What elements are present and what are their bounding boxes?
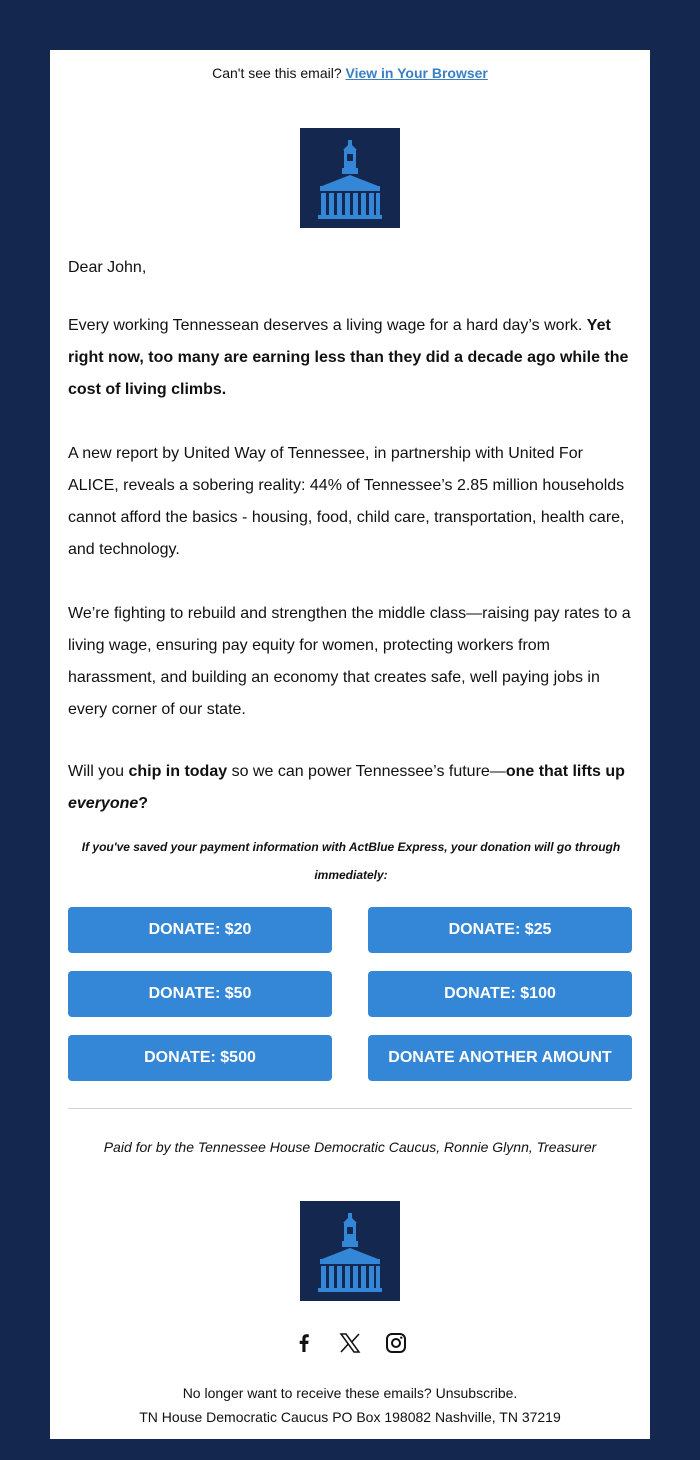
- x-twitter-icon[interactable]: [338, 1331, 362, 1355]
- donate-25-button[interactable]: DONATE: $25: [368, 907, 632, 953]
- donate-100-button[interactable]: DONATE: $100: [368, 971, 632, 1017]
- actblue-express-note: If you've saved your payment information with ActBlue Express, your donation will go through immediately:: [81, 840, 621, 882]
- donate-500-button[interactable]: DONATE: $500: [68, 1035, 332, 1081]
- donate-50-button[interactable]: DONATE: $50: [68, 971, 332, 1017]
- capitol-logo-bottom: [300, 1201, 400, 1301]
- paragraph-alice-report: A new report by United Way of Tennessee, in partnership with United For ALICE, reveals a sobering reality: 44% of Tennessee’s 2.85 million households cannot afford the basics - housing, food, child care, transportation, health care, and technology.: [68, 445, 625, 558]
- capitol-logo-top: [300, 128, 400, 228]
- capitol-building-icon: [300, 128, 400, 228]
- view-in-browser-link[interactable]: View in Your Browser: [345, 65, 488, 81]
- cant-see-text: Can't see this email?: [212, 65, 342, 81]
- social-links: [50, 1331, 650, 1355]
- greeting: Dear John,: [68, 259, 147, 276]
- divider: [68, 1108, 632, 1109]
- donate-another-amount-button[interactable]: DONATE ANOTHER AMOUNT: [368, 1035, 632, 1081]
- paragraph-middle-class: We’re fighting to rebuild and strengthen the middle class—raising pay rates to a living wage, ensuring pay equity for women, protecting workers from harassment, and building an economy that creates safe, well paying jobs in every corner of our state.: [68, 605, 631, 718]
- facebook-icon[interactable]: [292, 1331, 316, 1355]
- unsubscribe-line[interactable]: No longer want to receive these emails? Unsubscribe.: [182, 1385, 518, 1401]
- mailing-address: TN House Democratic Caucus PO Box 198082 Nashville, TN 37219: [139, 1409, 561, 1425]
- view-in-browser-line: [50, 65, 650, 81]
- paid-for-disclaimer: Paid for by the Tennessee House Democratic Caucus, Ronnie Glynn, Treasurer: [103, 1139, 597, 1155]
- paragraph-chip-in: Will you chip in today so we can power Tennessee’s future—one that lifts up everyone?: [68, 763, 625, 812]
- email-card: [50, 50, 650, 1439]
- instagram-icon[interactable]: [384, 1331, 408, 1355]
- paragraph-living-wage: Every working Tennessean deserves a living wage for a hard day’s work. Yet right now, too many are earning less than they did a decade ago while the cost of living climbs.: [68, 317, 629, 398]
- capitol-building-icon: [300, 1201, 400, 1301]
- donate-20-button[interactable]: DONATE: $20: [68, 907, 332, 953]
